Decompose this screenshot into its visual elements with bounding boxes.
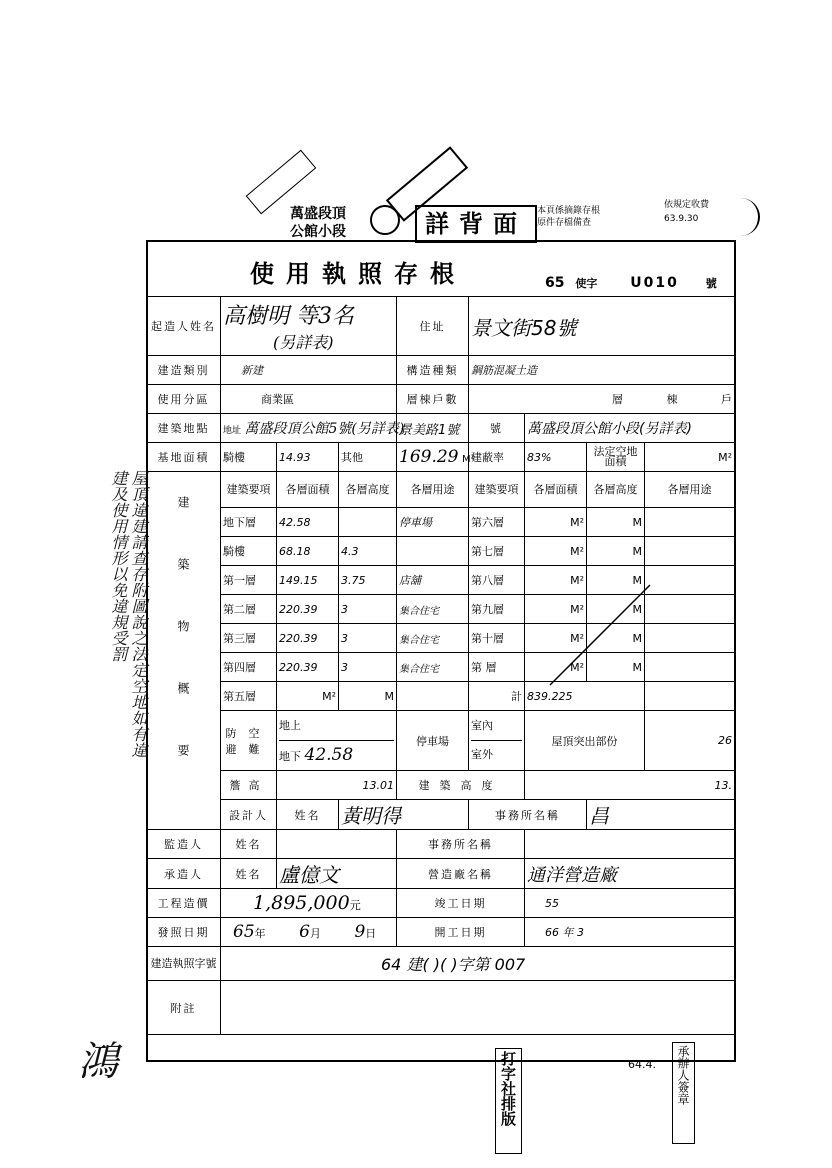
supervisor-name <box>277 830 397 859</box>
owner-name-note: (另詳表) <box>273 333 334 352</box>
floor-name: 地下層 <box>221 508 277 537</box>
floor-unit: M² <box>525 508 587 537</box>
designer-office: 昌 <box>587 800 735 830</box>
supervisor-label: 監造人 <box>147 830 221 859</box>
summary-side-label <box>147 472 221 830</box>
floor-height: 4.3 <box>339 537 397 566</box>
structure-value: 鋼筋混凝土造 <box>469 356 735 385</box>
start-value: 66 年 3 <box>525 918 735 947</box>
floor-unit: M <box>587 624 645 653</box>
cert-number <box>545 275 730 291</box>
floor-unit: M <box>587 653 645 682</box>
strike-line <box>540 580 660 690</box>
floor-unit: M <box>587 566 645 595</box>
contractor-name-label: 姓名 <box>221 859 277 889</box>
arcade-label: 騎樓 <box>221 443 277 472</box>
cost-label: 工程造價 <box>147 889 221 918</box>
designer-label: 設計人 <box>221 800 277 830</box>
issue-month-unit: 月 <box>309 927 321 940</box>
tiny-note: 本頁係摘錄存根 原件存檔備查 <box>537 206 601 228</box>
floor-name: 第六層 <box>469 508 525 537</box>
floor-use <box>397 537 469 566</box>
side-stamp: 依規定收費 63.9.30 <box>660 198 760 236</box>
floor-use <box>645 508 735 537</box>
below-row <box>279 741 394 769</box>
badge-detail: 詳背面 <box>415 205 537 243</box>
floor-use <box>645 537 735 566</box>
air-raid-text: 防空避難 <box>225 726 272 756</box>
area-label: 基地面積 <box>147 443 221 472</box>
buildings-unit: 棟 <box>666 393 678 406</box>
floor-name: 第八層 <box>469 566 525 595</box>
bottom-stamp: 打字社排版 <box>495 1048 522 1154</box>
floor-area: 42.58 <box>277 508 339 537</box>
cost-amount: 1,895,000 <box>253 892 350 914</box>
address-label: 住址 <box>397 297 469 356</box>
floor-unit: M² <box>525 624 587 653</box>
bldg-height-label: 建築高度 <box>397 771 525 800</box>
issue-month: 6 <box>299 922 310 942</box>
total-label: 計 <box>469 682 525 711</box>
floors-value <box>469 385 735 414</box>
cert-word: 使字 <box>575 277 598 290</box>
floor-name: 第十層 <box>469 624 525 653</box>
coverage-value: 83% <box>525 443 587 472</box>
floor-use: 店舖 <box>397 566 469 595</box>
floor-use: 停車場 <box>397 508 469 537</box>
build-type-value: 新建 <box>221 356 397 385</box>
bldg-height-value: 13. <box>525 771 735 800</box>
designer-name: 黃明得 <box>339 800 469 830</box>
below-label: 地下 <box>279 750 301 763</box>
section-label: 萬盛段頂 公館小段 <box>290 206 346 240</box>
floor-name: 第 層 <box>469 653 525 682</box>
left-col-use: 各層用途 <box>397 472 469 508</box>
eaves-label: 簷高 <box>221 771 277 800</box>
structure-label: 構造種類 <box>397 356 469 385</box>
floor-name: 第七層 <box>469 537 525 566</box>
address-value: 景文街58號 <box>469 297 735 356</box>
floor-area: 149.15 <box>277 566 339 595</box>
supervisor-office <box>525 830 735 859</box>
stamp-circle <box>370 205 400 235</box>
other-unit: M² <box>462 454 475 465</box>
outdoor-label: 室外 <box>471 748 494 761</box>
issue-label: 發照日期 <box>147 918 221 947</box>
floors-label: 層棟戶數 <box>397 385 469 414</box>
eaves-value: 13.01 <box>277 771 397 800</box>
supervisor-name-label: 姓名 <box>221 830 277 859</box>
right-col-use: 各層用途 <box>645 472 735 508</box>
issue-value <box>221 918 397 947</box>
site-no-label: 號 <box>469 414 525 443</box>
floor-area: 220.39 <box>277 624 339 653</box>
other-value <box>397 443 475 472</box>
contractor-label: 承造人 <box>147 859 221 889</box>
floors-unit: 層 <box>612 393 624 406</box>
issue-year: 65 <box>233 922 255 942</box>
arcade-value: 14.93 <box>277 443 339 472</box>
left-col-height: 各層高度 <box>339 472 397 508</box>
other-area: 169.29 <box>399 447 459 467</box>
contractor-company-label: 營造廠名稱 <box>397 859 525 889</box>
floor-unit: M <box>587 537 645 566</box>
floor-name: 第二層 <box>221 595 277 624</box>
floor-area: 220.39 <box>277 595 339 624</box>
floor-name: 第五層 <box>221 682 277 711</box>
floor-use <box>397 682 469 711</box>
build-type-label: 建造類別 <box>147 356 221 385</box>
cost-value <box>221 889 397 918</box>
other-label: 其他 <box>339 443 397 472</box>
roof-value: 26 <box>645 711 735 771</box>
parking-values <box>469 711 525 771</box>
designer-office-label: 事務所名稱 <box>469 800 587 830</box>
start-label: 開工日期 <box>397 918 525 947</box>
cert-no: U010 <box>630 275 679 291</box>
issue-day: 9 <box>354 922 366 942</box>
floor-unit: M² <box>525 595 587 624</box>
floor-unit: M <box>587 595 645 624</box>
site-address: 萬盛段頂公館5號(另詳表) <box>244 421 405 437</box>
site-sublabel: 地址 <box>223 426 242 436</box>
cost-unit: 元 <box>349 899 361 912</box>
floor-use: 集合住宅 <box>397 595 469 624</box>
floor-area: 220.39 <box>277 653 339 682</box>
site-no-value: 萬盛段頂公館小段(另詳表) <box>525 414 735 443</box>
coverage-label: 建蔽率 <box>469 443 525 472</box>
site-label: 建築地點 <box>147 414 221 443</box>
summary-side-text: 建築物概要 <box>176 495 190 806</box>
owner-label: 起造人姓名 <box>147 297 221 356</box>
floor-height: 3 <box>339 653 397 682</box>
floor-unit: M <box>339 682 397 711</box>
floor-unit: M <box>587 508 645 537</box>
site-value <box>221 414 405 443</box>
units-unit: 戶 <box>721 393 733 406</box>
owner-value <box>221 297 397 356</box>
floor-name: 第一層 <box>221 566 277 595</box>
floor-unit: M² <box>525 537 587 566</box>
legal-open-label: 法定空地面積 <box>587 443 645 472</box>
cert-suffix: 號 <box>705 277 717 290</box>
floor-height <box>339 508 397 537</box>
issue-day-unit: 日 <box>365 927 377 940</box>
floor-name: 騎樓 <box>221 537 277 566</box>
floor-height: 3 <box>339 624 397 653</box>
contractor-name: 盧億文 <box>277 859 397 889</box>
floor-height: 3.75 <box>339 566 397 595</box>
left-col-item: 建築要項 <box>221 472 277 508</box>
permit-value: 64 建( )( )字第 007 <box>221 947 735 981</box>
supervisor-office-label: 事務所名稱 <box>397 830 525 859</box>
indoor-label: 室內 <box>471 712 522 741</box>
finish-label: 竣工日期 <box>397 889 525 918</box>
bottom-stamp-2: 承辦人簽章 <box>672 1042 695 1144</box>
form-title: 使用執照存根 <box>250 260 466 288</box>
floor-use: 集合住宅 <box>397 624 469 653</box>
left-col-area: 各層面積 <box>277 472 339 508</box>
floor-unit: M² <box>525 653 587 682</box>
below-value: 42.58 <box>304 745 354 765</box>
note-value <box>221 981 735 1035</box>
total-value: 839.225 <box>525 682 645 711</box>
right-col-item: 建築要項 <box>469 472 525 508</box>
note-label: 附註 <box>147 981 221 1035</box>
left-margin-mark: 鴻 <box>78 1039 118 1085</box>
bottom-date: 64.4. <box>628 1058 656 1071</box>
parking-label: 停車場 <box>397 711 469 771</box>
roof-label: 屋頂突出部份 <box>525 711 645 771</box>
right-col-height: 各層高度 <box>587 472 645 508</box>
floor-height: 3 <box>339 595 397 624</box>
air-raid-values <box>277 711 397 771</box>
floor-name: 第三層 <box>221 624 277 653</box>
permit-label: 建造執照字號 <box>147 947 221 981</box>
finish-value: 55 <box>525 889 735 918</box>
cert-year: 65 <box>545 275 565 291</box>
contractor-company: 通洋營造廠 <box>525 859 735 889</box>
left-margin-note: 屋頂違建請查存附圖說之法定空地如有違建及使用情形以免違規受罰 <box>109 470 148 758</box>
owner-name: 高樹明 等3名 <box>223 304 354 329</box>
floor-unit: M² <box>525 566 587 595</box>
designer-name-label: 姓名 <box>277 800 339 830</box>
site-road: 景美路1號 <box>397 414 469 443</box>
floor-use: 集合住宅 <box>397 653 469 682</box>
floor-unit: M² <box>277 682 339 711</box>
floor-name: 第九層 <box>469 595 525 624</box>
floor-name: 第四層 <box>221 653 277 682</box>
floor-area: 68.18 <box>277 537 339 566</box>
right-col-area: 各層面積 <box>525 472 587 508</box>
zone-value: 商業區 <box>221 385 397 414</box>
zone-label: 使用分區 <box>147 385 221 414</box>
issue-year-unit: 年 <box>254 927 266 940</box>
above-label: 地上 <box>279 712 394 741</box>
legal-open-unit: M² <box>645 443 735 472</box>
air-raid-label <box>221 711 277 771</box>
